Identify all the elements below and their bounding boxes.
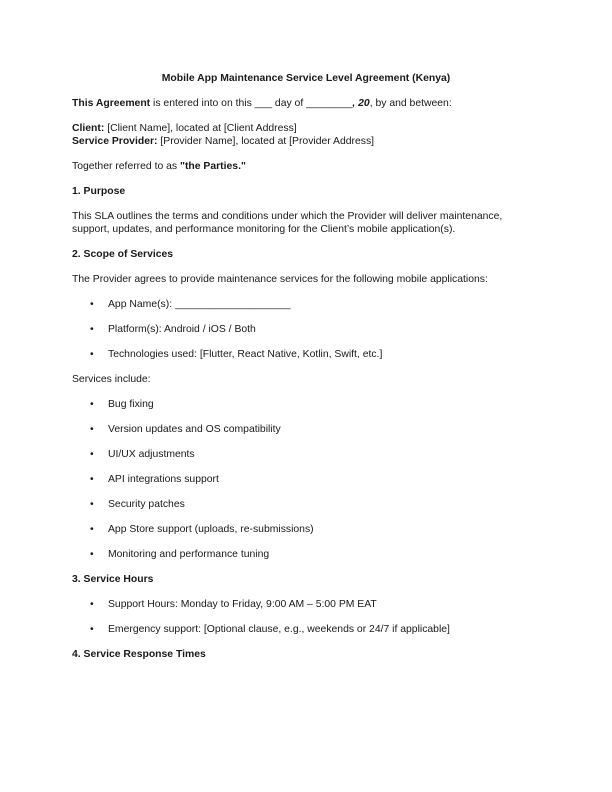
provider-text: [Provider Name], located at [Provider Address] — [157, 136, 375, 147]
list-item — [72, 398, 540, 411]
bullet-icon: • — [90, 449, 94, 460]
bullet-icon: • — [90, 424, 94, 435]
list-item-text: App Name(s): ____________________ — [108, 299, 291, 310]
list-item-text: Platform(s): Android / iOS / Both — [108, 324, 256, 335]
list-item — [72, 298, 540, 311]
list-item — [72, 523, 540, 536]
bullet-icon: • — [90, 599, 94, 610]
list-item-text: Technologies used: [Flutter, React Native, Kotlin, Swift, etc.] — [108, 349, 383, 360]
list-item-text: Emergency support: [Optional clause, e.g., weekends or 24/7 if applicable] — [108, 624, 450, 635]
provider-label: Service Provider: — [72, 136, 158, 147]
list-item-text: App Store support (uploads, re-submissions) — [108, 524, 314, 535]
bullet-icon: • — [90, 299, 94, 310]
parties-definition-text: Together referred to as — [72, 161, 181, 172]
list-item — [72, 473, 540, 486]
list-item-text: API integrations support — [108, 474, 219, 485]
agreement-intro-tail: , by and between: — [369, 98, 452, 109]
service-hours-list — [72, 598, 540, 636]
list-item-text: Support Hours: Monday to Friday, 9:00 AM – 5:00 PM EAT — [108, 599, 377, 610]
agreement-intro-lead: This Agreement — [72, 98, 151, 109]
list-item — [72, 448, 540, 461]
list-item-text: Security patches — [108, 499, 185, 510]
services-list — [72, 398, 540, 561]
agreement-intro — [72, 97, 540, 110]
bullet-icon: • — [90, 399, 94, 410]
bullet-icon: • — [90, 324, 94, 335]
list-item — [72, 598, 540, 611]
list-item — [72, 323, 540, 336]
document-body — [72, 72, 540, 673]
bullet-icon: • — [90, 474, 94, 485]
agreement-intro-text: is entered into on this ___ day of ________ — [150, 98, 353, 109]
app-details-list — [72, 298, 540, 361]
agreement-intro-year: , 20 — [352, 98, 370, 109]
section-scope-intro: The Provider agrees to provide maintenance services for the following mobile applications: — [72, 274, 488, 285]
list-item — [72, 348, 540, 361]
list-item-text: Version updates and OS compatibility — [108, 424, 281, 435]
document-title: Mobile App Maintenance Service Level Agreement (Kenya) — [161, 73, 451, 84]
list-item — [72, 498, 540, 511]
parties-definition — [72, 160, 540, 173]
client-label: Client: — [72, 123, 105, 134]
list-item — [72, 623, 540, 636]
section-purpose-heading: 1. Purpose — [72, 186, 126, 197]
section-scope-heading: 2. Scope of Services — [72, 249, 174, 260]
section-response-heading: 4. Service Response Times — [72, 649, 206, 660]
bullet-icon: • — [90, 349, 94, 360]
bullet-icon: • — [90, 624, 94, 635]
section-hours-heading: 3. Service Hours — [72, 574, 154, 585]
list-item-text: Bug fixing — [108, 399, 154, 410]
client-text: [Client Name], located at [Client Address] — [104, 123, 297, 134]
section-purpose-body: This SLA outlines the terms and conditions under which the Provider will deliver maintenance, support, updates, and performance monitoring for the Client’s mobile application(s). — [72, 211, 503, 235]
bullet-icon: • — [90, 499, 94, 510]
list-item-text: Monitoring and performance tuning — [108, 549, 270, 560]
bullet-icon: • — [90, 524, 94, 535]
services-label: Services include: — [72, 374, 151, 385]
provider-line — [72, 135, 540, 148]
list-item — [72, 423, 540, 436]
list-item — [72, 548, 540, 561]
list-item-text: UI/UX adjustments — [108, 449, 195, 460]
bullet-icon: • — [90, 549, 94, 560]
parties-definition-term: "the Parties." — [180, 161, 246, 172]
client-line — [72, 122, 540, 135]
